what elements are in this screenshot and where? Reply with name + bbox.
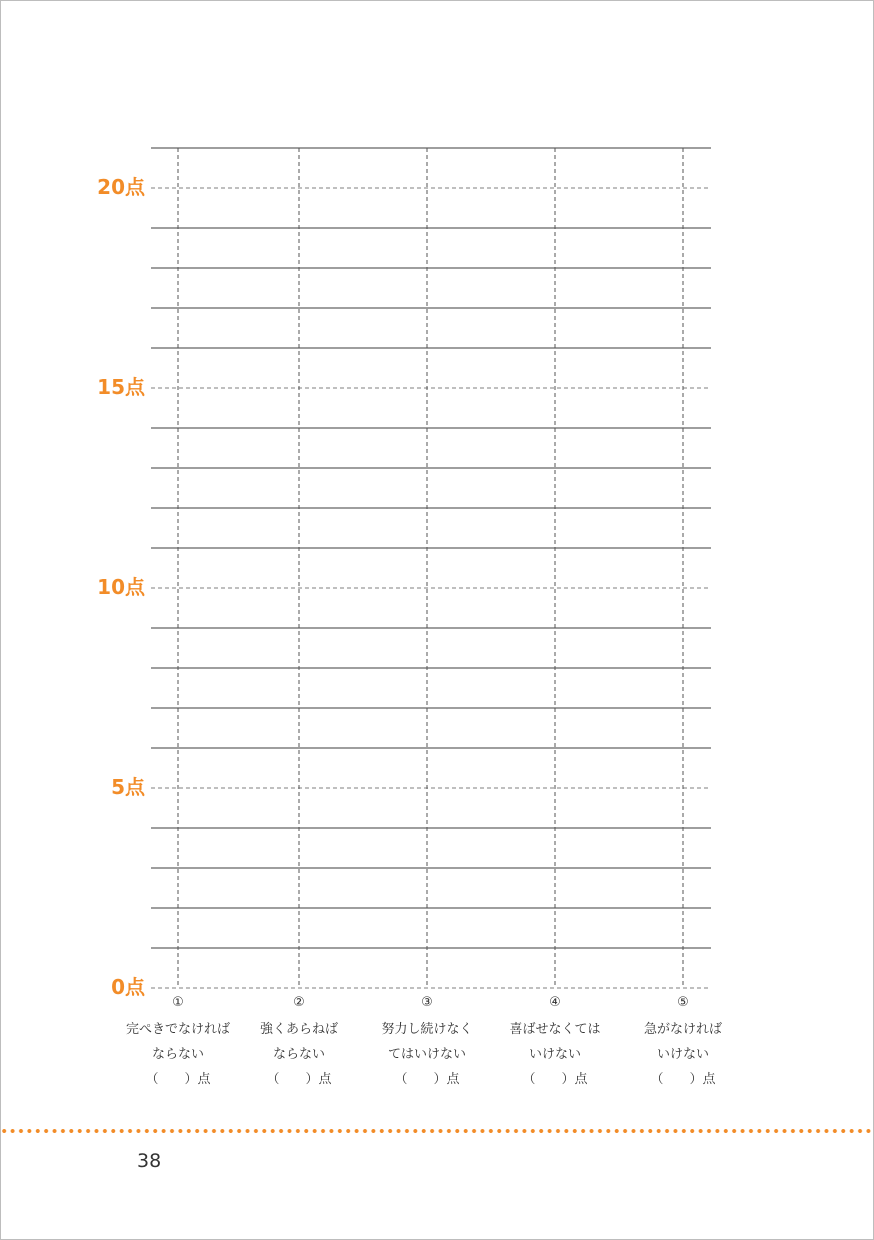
category-number: ③ <box>421 995 433 1010</box>
category-number: ⑤ <box>677 995 689 1010</box>
category-number: ④ <box>549 995 561 1010</box>
score-blank: （ ）点 <box>145 1072 211 1087</box>
category-number: ② <box>293 995 305 1010</box>
category-label <box>618 995 748 1092</box>
category-text-line1: 喜ばせなくては <box>509 1022 601 1037</box>
dotted-divider <box>0 1128 874 1134</box>
y-tick-label: 20点 <box>97 175 145 199</box>
category-text-line2: いけない <box>528 1047 581 1062</box>
category-label <box>234 995 364 1092</box>
category-label <box>362 995 492 1092</box>
category-text-line1: 急がなければ <box>643 1022 722 1037</box>
score-blank: （ ）点 <box>394 1072 460 1087</box>
y-tick-label: 5点 <box>111 775 145 799</box>
category-text-line1: 強くあらねば <box>259 1022 338 1037</box>
category-text-line2: ならない <box>151 1047 204 1062</box>
category-text-line2: てはいけない <box>387 1047 466 1062</box>
score-blank: （ ）点 <box>522 1072 588 1087</box>
category-number: ① <box>172 995 184 1010</box>
y-tick-label: 10点 <box>97 575 145 599</box>
score-blank: （ ）点 <box>650 1072 716 1087</box>
y-tick-label: 15点 <box>97 375 145 399</box>
category-text-line2: ならない <box>272 1047 325 1062</box>
category-text-line1: 完ぺきでなければ <box>125 1022 230 1037</box>
score-blank: （ ）点 <box>266 1072 332 1087</box>
category-text-line1: 努力し続けなく <box>381 1022 473 1037</box>
category-label <box>113 995 243 1092</box>
category-label <box>490 995 620 1092</box>
page-number: 38 <box>137 1150 162 1172</box>
category-text-line2: いけない <box>656 1047 709 1062</box>
y-tick-label: 0点 <box>111 975 145 999</box>
